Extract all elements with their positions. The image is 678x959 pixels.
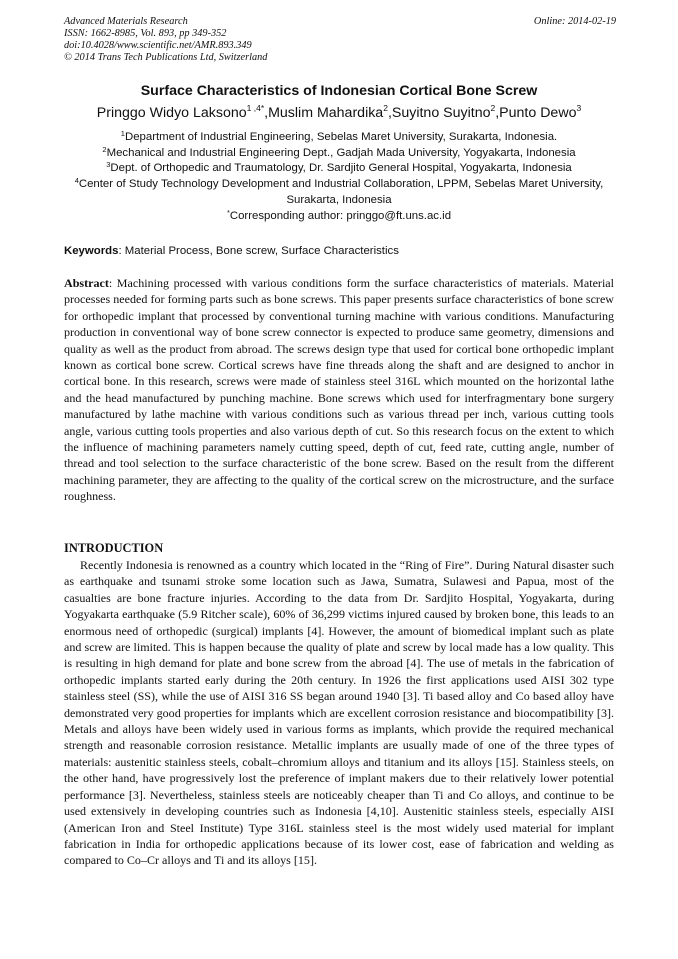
author-name: Pringgo Widyo Laksono: [96, 105, 247, 121]
journal-info: [64, 16, 267, 64]
author-affil-mark: 2: [490, 103, 496, 113]
doi-line: doi:10.4028/www.scientific.net/AMR.893.349: [64, 40, 252, 51]
journal-name: Advanced Materials Research: [64, 16, 188, 27]
affiliation-text: Department of Industrial Engineering, Sebelas Maret University, Surakarta, Indonesia.: [124, 131, 558, 143]
abstract: [64, 275, 614, 505]
affiliation: [64, 161, 614, 177]
author-affil-mark: 3: [576, 103, 582, 113]
corresponding-author: [64, 209, 614, 225]
keywords-label: Keywords: [64, 245, 119, 257]
affiliation-text: Dept. of Orthopedic and Traumatology, Dr. Sardjito General Hospital, Yogyakarta, Indonesia: [110, 162, 572, 175]
copyright-line: © 2014 Trans Tech Publications Ltd, Switzerland: [64, 52, 268, 63]
author-list: [0, 104, 678, 122]
paper-title: Surface Characteristics of Indonesian Cortical Bone Screw: [140, 83, 538, 99]
author-separator: ,: [387, 105, 392, 121]
author-separator: ,: [495, 105, 500, 121]
affiliation-mark: 4: [74, 176, 79, 186]
affiliation-mark: 1: [120, 129, 125, 138]
author-affil-mark: 2: [383, 103, 388, 113]
affiliation-text: Center of Study Technology Development and Industrial Collaboration, LPPM, Sebelas Maret University, Surakarta, Indonesia: [78, 178, 604, 206]
affiliation: [64, 146, 614, 162]
author-name: Punto Dewo: [499, 105, 577, 121]
affiliation-mark: 3: [106, 160, 111, 170]
corresponding-mark: *: [226, 207, 230, 217]
affiliation-text: Mechanical and Industrial Engineering Dept., Gadjah Mada University, Yogyakarta, Indonesia: [106, 146, 576, 159]
keywords: [64, 244, 399, 258]
author-name: Muslim Mahardika: [268, 105, 384, 121]
keywords-text: : Material Process, Bone screw, Surface Characteristics: [118, 245, 399, 257]
abstract-text: : Machining processed with various conditions form the surface characteristics of materials. Material processes needed for forming parts such as bone screws. This paper presents surface characteristics of bone screw for orthopedic implant that processed by conventional turning machine with various conditions. Manufacturing production in conventional way of bone screw connector is expected to produce same geometry, dimensions and quality as well as the product from abroad. The screws design type that used for cortical bone orthopedic implant known as cortical bone screw. Cortical screws have fine threads along the shaft and are designed to anchor in cortical bone. In this research, screws were made of stainless steel 316L which mounted on the horizontal lathe and the head manufactured by punching machine. Bone screws which used for interfragmentary bone surgery manufactured by lathe machine with various conditions such as various thread per inch, various cutting tools angle, various cutting tools properties and also various depth of cut. So this research focus on the extent to which the influence of machining parameters namely cutting speed, depth of cut, feed rate, cutting angle, number of thread and tool selection to the surface characteristic of the bone screw. Based on the result from the different machining parameter, they are affecting to the quality of the cortical screw on the microstructure, and the surface roughness.: [64, 276, 614, 504]
affiliation: [64, 177, 614, 208]
introduction-heading: INTRODUCTION: [64, 541, 164, 555]
affiliation-mark: 2: [102, 144, 107, 154]
author-affil-mark: 1 ,4*: [246, 103, 265, 113]
issn-line: ISSN: 1662-8985, Vol. 893, pp 349-352: [64, 28, 227, 39]
affiliation: [64, 130, 614, 146]
affiliation-list: [64, 130, 614, 224]
introduction-paragraph: Recently Indonesia is renowned as a country which located in the “Ring of Fire”. During Natural disaster such as earthquake and tsunami stroke some location such as Jawa, Sumatra, Sulawesi and Papua, most of the casualties are bone fracture injuries. According to the data from Dr. Sardjito Hospital, Yogyakarta, during Yogyakarta earthquake (5.9 Ritcher scale), 60% of 36,299 victims injured caused by broken bone, this leads to an enormous need of orthopedic (surgical) implants [4]. However, the amount of biomedical implant such as plate and screw are limited. This is happen because the quality of plate and screw by local made has a low quality. This is resulting in high demand for plate and bone screw from the abroad [4]. The use of metals in the fabrication of orthopedic implants started early during the 20th century. In 1926 the first applications used AISI 302 type stainless steel (SS), while the use of AISI 316 SS began around 1940 [3]. Ti based alloy and Co based alloy have demonstrated very good properties for implants which are excellent corrosion resistance and biocompatibility [3]. Metals and alloys have been widely used in various forms as implants, which provide the required mechanical strength and reasonable corrosion resistance. Metallic implants are usually made of one of the three types of materials: austenitic stainless steels, cobalt–chromium alloys and titanium and its alloys [15]. Stainless steels, on the other hand, have progressively lost the preference of implant makers due to their relatively lower potential performance [3]. Nevertheless, stainless steels are noticeably cheaper than Ti and Co alloys, and continue to be used extensively in developing countries such as Indonesia [4,10]. Austenitic stainless steels, especially AISI (American Iron and Steel Institute) Type 316L stainless steel is the most widely used material for implant fabrication in India for orthopedic applications because of its lower cost, ease of fabrication and welding as compared to Co–Cr alloys and Ti and its alloys [15].: [64, 558, 614, 868]
author-separator: ,: [264, 105, 269, 121]
abstract-label: Abstract: [64, 276, 109, 290]
online-date: Online: 2014-02-19: [533, 16, 616, 27]
author-name: Suyitno Suyitno: [391, 105, 491, 121]
corresponding-text: Corresponding author: pringgo@ft.uns.ac.id: [229, 209, 452, 222]
